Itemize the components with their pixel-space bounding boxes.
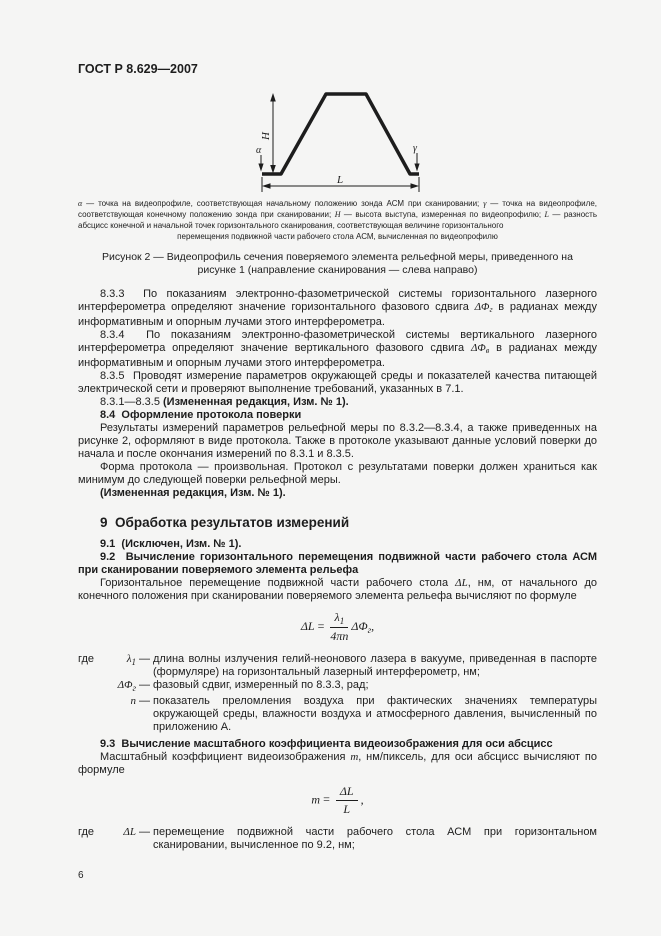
figure-label-gamma: γ — [412, 143, 417, 154]
figure-label-length: L — [336, 174, 343, 186]
paragraph-8-4-form: Форма протокола — произвольная. Протокол с результатами поверки должен храниться как минимум до следующей поверки рельефной меры. — [78, 461, 597, 486]
figure-legend-lastline: перемещения подвижной части рабочего стола АСМ, вычисленная по видеопрофилю — [177, 232, 498, 241]
definition-phase: фазовый сдвиг, измеренный по 8.3.3, рад; — [153, 679, 369, 691]
paragraph-8-3-1-8-3-5-note: 8.3.1—8.3.5 (Измененная редакция, Изм. № 1). — [100, 396, 349, 408]
where-item-lambda — [78, 653, 597, 679]
length-arrow-left — [262, 183, 271, 188]
alpha-arrow — [258, 164, 263, 172]
term-lambda: λ — [126, 653, 132, 665]
term-delta-l: ΔL — [123, 826, 136, 838]
where-list-formula1 — [78, 653, 597, 734]
figure-2-videoprofile — [238, 81, 438, 195]
where-word: где — [78, 653, 95, 665]
heading-9: 9 Обработка результатов измерений — [100, 515, 350, 530]
paragraph-9-2-intro: Горизонтальное перемещение подвижной части рабочего стола ΔL, нм, от начального до конечного положения при сканировании поверяемого элемента рельефа вычисляют по формуле — [78, 577, 597, 602]
page-number: 6 — [78, 870, 84, 881]
equals-sign: = — [317, 618, 325, 633]
definition-lambda: длина волны излучения гелий-неонового лазера в вакууме, приведенная в паспорте (формуляре) на горизонтальный лазерный интерферометр, нм; — [153, 653, 597, 678]
term-lambda-subscript: 1 — [131, 657, 136, 667]
videoprofile-drawing — [238, 81, 438, 195]
where-item-phase — [78, 679, 597, 695]
formula-lhs: ΔL — [300, 618, 315, 633]
dash: — — [139, 826, 150, 838]
figure-legend: α — точка на видеопрофиле, соответствующая начальному положению зонда АСМ при сканировании; γ — точка на видеопрофиле, соответствующая конечному положению зонда при сканировании; H — высота выступа, измеренная по видеопрофилю; L — разность абсцисс конечной и начальной точек горизонтального сканирования, соответствующая величине горизонтального — [78, 199, 597, 230]
fraction — [330, 610, 348, 644]
paragraph-8-4-note: (Измененная редакция, Изм. № 1). — [100, 487, 286, 499]
term-n: n — [130, 695, 136, 707]
dash: — — [139, 679, 150, 691]
figure-label-alpha: α — [255, 145, 261, 156]
where-item-delta-l — [78, 826, 597, 852]
where-word: где — [78, 826, 95, 838]
where-list-formula2 — [78, 826, 597, 852]
height-arrow-up — [270, 93, 276, 102]
heading-9-2: 9.2 Вычисление горизонтального перемещения подвижной части рабочего стола АСМ при сканировании поверяемого элемента рельефа — [78, 551, 597, 576]
definition-n: показатель преломления воздуха при фактических значениях температуры окружающей среды, влажности воздуха и атмосферного давления, вычисленный по приложению А. — [153, 695, 597, 733]
length-arrow-right — [410, 183, 419, 188]
fraction-numerator: λ — [334, 610, 340, 624]
document-code: ГОСТ Р 8.629—2007 — [78, 62, 198, 76]
gamma-arrow — [414, 164, 419, 172]
equals-sign: = — [323, 792, 330, 807]
dash: — — [139, 695, 150, 707]
where-item-n — [78, 695, 597, 734]
term-phase: ΔΦ — [117, 679, 133, 691]
heading-8-4: 8.4 Оформление протокола поверки — [100, 409, 302, 421]
rhs-subscript: г — [367, 624, 372, 635]
heading-9-3: 9.3 Вычисление масштабного коэффициента видеоизображения для оси абсцисс — [100, 738, 553, 750]
paragraph-8-4-results: Результаты измерений параметров рельефной меры по 8.3.2—8.3.4, а также приведенных на рисунке 2, оформляют в виде протокола. Также в протоколе указывают данные условий поверки до начала и после окончания измерений по 8.3.1 и 8.3.5. — [78, 422, 597, 460]
fraction-denominator: L — [343, 802, 351, 816]
formula-rhs: ΔΦ — [351, 618, 368, 633]
formula-lhs: m — [311, 792, 321, 807]
paragraph-9-1: 9.1 (Исключен, Изм. № 1). — [100, 538, 242, 550]
formula-comma: , — [371, 618, 375, 633]
fraction — [336, 784, 358, 817]
figure-caption: Рисунок 2 — Видеопрофиль сечения поверяемого элемента рельефной меры, приведенного на рисунке 1 (направление сканирования — слева направо) — [102, 251, 573, 276]
formula-delta-l — [78, 610, 597, 644]
height-arrow-down — [270, 165, 276, 174]
fraction-numerator: ΔL — [336, 784, 358, 801]
paragraph-8-3-5: 8.3.5 Проводят измерение параметров окружающей среды и показателей качества питающей электрической сети и проверяют выполнение требований, указанных в 7.1. — [78, 370, 597, 395]
numerator-subscript: 1 — [339, 616, 345, 626]
formula-m — [78, 784, 597, 817]
term-phase-subscript: г — [132, 683, 136, 693]
dash: — — [139, 653, 150, 665]
paragraph-8-3-4: 8.3.4 По показаниям электронно-фазометрической системы вертикального лазерного интерферометра определяют значение вертикального фазового сдвига ΔΦв в радианах между информативным и опорным лучами этого интерферометра. — [78, 329, 597, 369]
definition-delta-l: перемещение подвижной части рабочего стола АСМ при горизонтальном сканировании, вычисленное по 9.2, нм; — [153, 826, 597, 851]
paragraph-8-3-3: 8.3.3 По показаниям электронно-фазометрической системы горизонтального лазерного интерферометра определяют значение горизонтального фазового сдвига ΔΦг в радианах между информативным и опорным лучами этого интерферометра. — [78, 288, 597, 328]
profile-outline — [259, 94, 419, 174]
fraction-denominator: 4πn — [330, 629, 349, 643]
document-body — [78, 288, 597, 881]
paragraph-9-3-intro: Масштабный коэффициент видеоизображения m, нм/пиксель, для оси абсцисс вычисляют по формуле — [78, 751, 597, 776]
formula-comma: , — [360, 792, 364, 807]
figure-label-height: H — [259, 132, 272, 140]
